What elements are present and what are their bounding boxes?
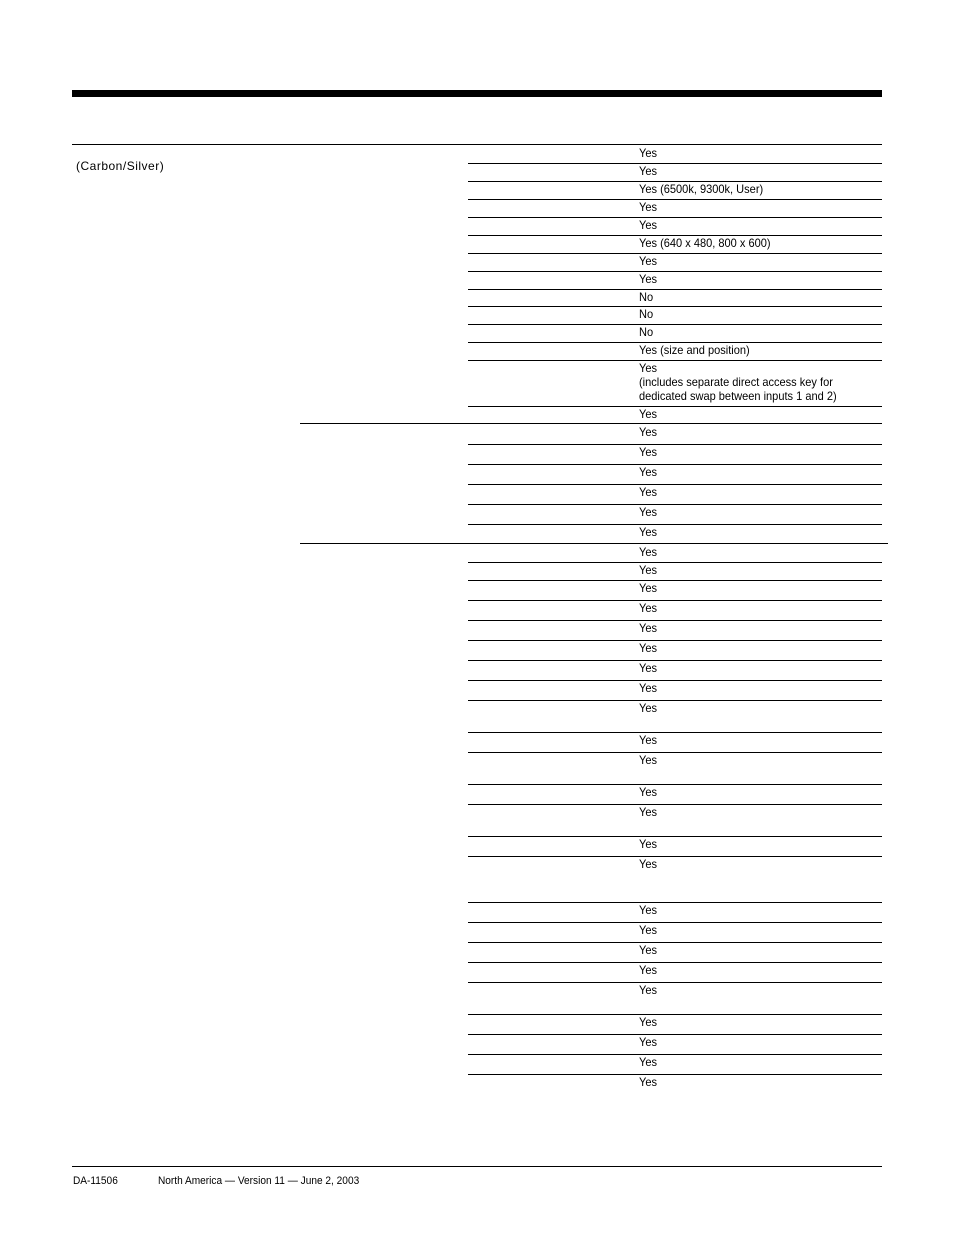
row-divider — [468, 902, 882, 903]
row-divider — [468, 163, 882, 164]
row-divider — [468, 680, 882, 681]
row-divider — [468, 836, 882, 837]
spec-value-cell: Yes — [639, 601, 658, 615]
spec-value-cell: Yes — [639, 485, 658, 499]
version-info: North America — Version 11 — June 2, 2003 — [158, 1175, 360, 1187]
row-divider — [468, 306, 882, 307]
row-divider — [468, 524, 882, 525]
spec-value-cell: No — [639, 290, 654, 304]
row-divider — [468, 982, 882, 983]
row-divider — [468, 1074, 882, 1075]
row-divider — [468, 464, 882, 465]
row-divider — [468, 942, 882, 943]
spec-value-cell: Yes — [639, 581, 658, 595]
spec-value-cell: Yes — [639, 407, 658, 421]
spec-value-cell: Yes — [639, 963, 658, 977]
spec-value-cell: Yes — [639, 1035, 658, 1049]
row-divider — [468, 856, 882, 857]
section-divider — [300, 423, 882, 424]
row-divider — [468, 1054, 882, 1055]
spec-value-cell: Yes — [639, 701, 658, 715]
spec-value-cell: Yes — [639, 1015, 658, 1029]
spec-value-cell: Yes — [639, 805, 658, 819]
spec-value-cell: Yes — [639, 218, 658, 232]
spec-value-cell: Yes — [639, 445, 658, 459]
row-divider — [468, 620, 882, 621]
spec-value-cell: Yes (6500k, 9300k, User) — [639, 182, 764, 196]
spec-value-cell: Yes (includes separate direct access key for dedicated swap between inputs 1 and 2) — [639, 361, 837, 403]
row-divider — [468, 199, 882, 200]
spec-value-cell: Yes — [639, 837, 658, 851]
row-divider — [468, 580, 882, 581]
row-divider — [468, 962, 882, 963]
row-divider — [468, 804, 882, 805]
spec-value-cell: Yes — [639, 146, 658, 160]
row-divider — [468, 700, 882, 701]
row-divider — [468, 640, 882, 641]
document-id: DA-11506 — [73, 1175, 118, 1187]
spec-value-cell: Yes — [639, 1055, 658, 1069]
row-divider — [468, 253, 882, 254]
spec-value-cell: Yes — [639, 753, 658, 767]
header-rule — [72, 90, 882, 97]
spec-value-cell: Yes — [639, 983, 658, 997]
spec-value-cell: Yes — [639, 200, 658, 214]
spec-value-cell: Yes — [639, 923, 658, 937]
row-divider — [468, 1014, 882, 1015]
row-divider — [468, 504, 882, 505]
footer-rule — [72, 1166, 882, 1167]
spec-value-cell: Yes (size and position) — [639, 343, 750, 357]
spec-value-cell: Yes — [639, 1075, 658, 1089]
row-divider — [468, 271, 882, 272]
spec-value-cell: Yes — [639, 254, 658, 268]
spec-value-cell: Yes — [639, 733, 658, 747]
spec-value-cell: Yes (640 x 480, 800 x 600) — [639, 236, 771, 250]
spec-value-cell: Yes — [639, 425, 658, 439]
row-divider — [468, 324, 882, 325]
spec-value-cell: Yes — [639, 661, 658, 675]
row-divider — [468, 732, 882, 733]
spec-value-cell: Yes — [639, 857, 658, 871]
row-divider — [468, 660, 882, 661]
spec-value-cell: Yes — [639, 641, 658, 655]
spec-value-cell: Yes — [639, 505, 658, 519]
spec-value-cell: Yes — [639, 164, 658, 178]
spec-value-cell: Yes — [639, 903, 658, 917]
spec-value-cell: Yes — [639, 272, 658, 286]
row-divider — [468, 484, 882, 485]
table-top-rule — [72, 144, 882, 145]
spec-value-cell: Yes — [639, 465, 658, 479]
row-divider — [468, 752, 882, 753]
row-divider — [468, 922, 882, 923]
row-divider — [468, 562, 882, 563]
row-divider — [468, 1034, 882, 1035]
spec-value-cell: Yes — [639, 545, 658, 559]
spec-value-cell: Yes — [639, 681, 658, 695]
spec-value-cell: No — [639, 307, 654, 321]
spec-value-cell: Yes — [639, 943, 658, 957]
row-divider — [468, 289, 882, 290]
spec-value-cell: Yes — [639, 621, 658, 635]
product-color-label: (Carbon/Silver) — [76, 159, 165, 173]
spec-value-cell: Yes — [639, 563, 658, 577]
spec-value-cell: No — [639, 325, 654, 339]
spec-value-cell: Yes — [639, 525, 658, 539]
row-divider — [468, 217, 882, 218]
row-divider — [468, 600, 882, 601]
row-divider — [468, 784, 882, 785]
section-divider — [300, 543, 888, 544]
row-divider — [468, 444, 882, 445]
row-divider — [468, 406, 882, 407]
spec-value-cell: Yes — [639, 785, 658, 799]
